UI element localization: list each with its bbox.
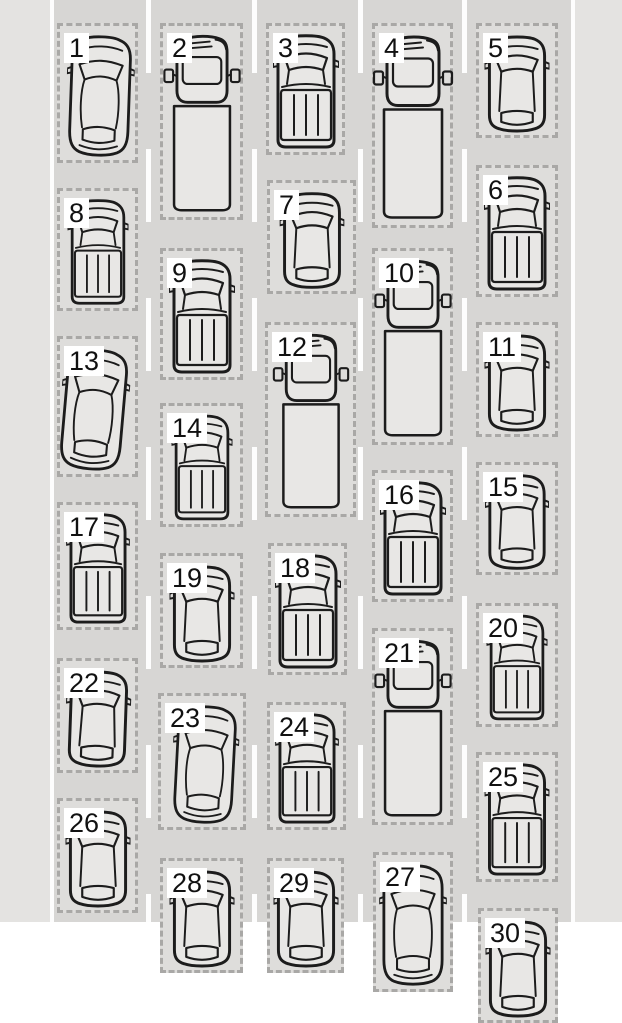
parking-space-9[interactable] [160,248,243,380]
space-number-label: 19 [167,563,207,593]
space-number-label: 21 [379,638,419,668]
parking-space-7[interactable] [267,180,356,294]
parking-space-8[interactable] [57,188,138,311]
parking-space-15[interactable] [476,462,558,575]
space-number-label: 13 [64,346,104,376]
space-number-label: 8 [64,198,89,228]
parking-space-11[interactable] [476,322,558,437]
parking-space-29[interactable] [267,858,344,973]
space-number-label: 27 [380,862,420,892]
space-number-label: 15 [483,472,523,502]
parking-space-26[interactable] [57,798,138,913]
space-number-label: 11 [483,332,521,362]
space-number-label: 7 [274,190,299,220]
space-number-label: 16 [379,480,419,510]
parking-space-13[interactable] [57,336,138,477]
parking-space-14[interactable] [160,403,243,527]
parking-space-22[interactable] [57,658,138,773]
space-number-label: 4 [379,33,404,63]
parking-space-30[interactable] [478,908,558,1023]
lane-divider-line [462,0,467,922]
space-number-label: 3 [273,33,298,63]
space-number-label: 24 [274,712,314,742]
parking-space-25[interactable] [476,752,558,882]
parking-space-16[interactable] [372,470,453,602]
space-number-label: 26 [64,808,104,838]
parking-space-20[interactable] [476,603,558,727]
parking-space-12[interactable] [265,322,356,517]
parking-space-21[interactable] [372,628,453,825]
parking-space-5[interactable] [476,23,558,138]
space-number-label: 9 [167,258,192,288]
parking-space-19[interactable] [160,553,243,668]
parking-space-1[interactable] [57,23,138,163]
space-number-label: 17 [64,512,104,542]
parking-space-18[interactable] [268,543,347,675]
lane-divider-line [146,0,151,922]
parking-space-17[interactable] [57,502,138,630]
space-number-label: 25 [483,762,523,792]
parking-space-10[interactable] [372,248,453,445]
space-number-label: 12 [272,332,312,362]
parking-space-24[interactable] [267,702,346,830]
lane-boundary-line-right [571,0,575,922]
space-number-label: 18 [275,553,315,583]
space-number-label: 10 [379,258,419,288]
parking-space-4[interactable] [372,23,453,228]
space-number-label: 14 [167,413,207,443]
parking-space-27[interactable] [373,852,453,992]
space-number-label: 23 [165,703,205,733]
lane-divider-line [252,0,257,922]
space-number-label: 6 [483,175,508,205]
parking-space-28[interactable] [160,858,243,973]
space-number-label: 30 [485,918,525,948]
lane-boundary-line-left [50,0,54,922]
space-number-label: 2 [167,33,192,63]
space-number-label: 20 [483,613,523,643]
space-number-label: 28 [167,868,207,898]
parking-space-3[interactable] [266,23,345,155]
space-number-label: 5 [483,33,508,63]
parking-space-6[interactable] [476,165,558,297]
space-number-label: 1 [64,33,89,63]
parking-space-2[interactable] [160,23,243,220]
lane-divider-line [358,0,363,922]
right-sidewalk [575,0,622,922]
space-number-label: 29 [274,868,314,898]
parking-space-23[interactable] [158,693,246,830]
left-sidewalk [0,0,50,922]
space-number-label: 22 [64,668,104,698]
